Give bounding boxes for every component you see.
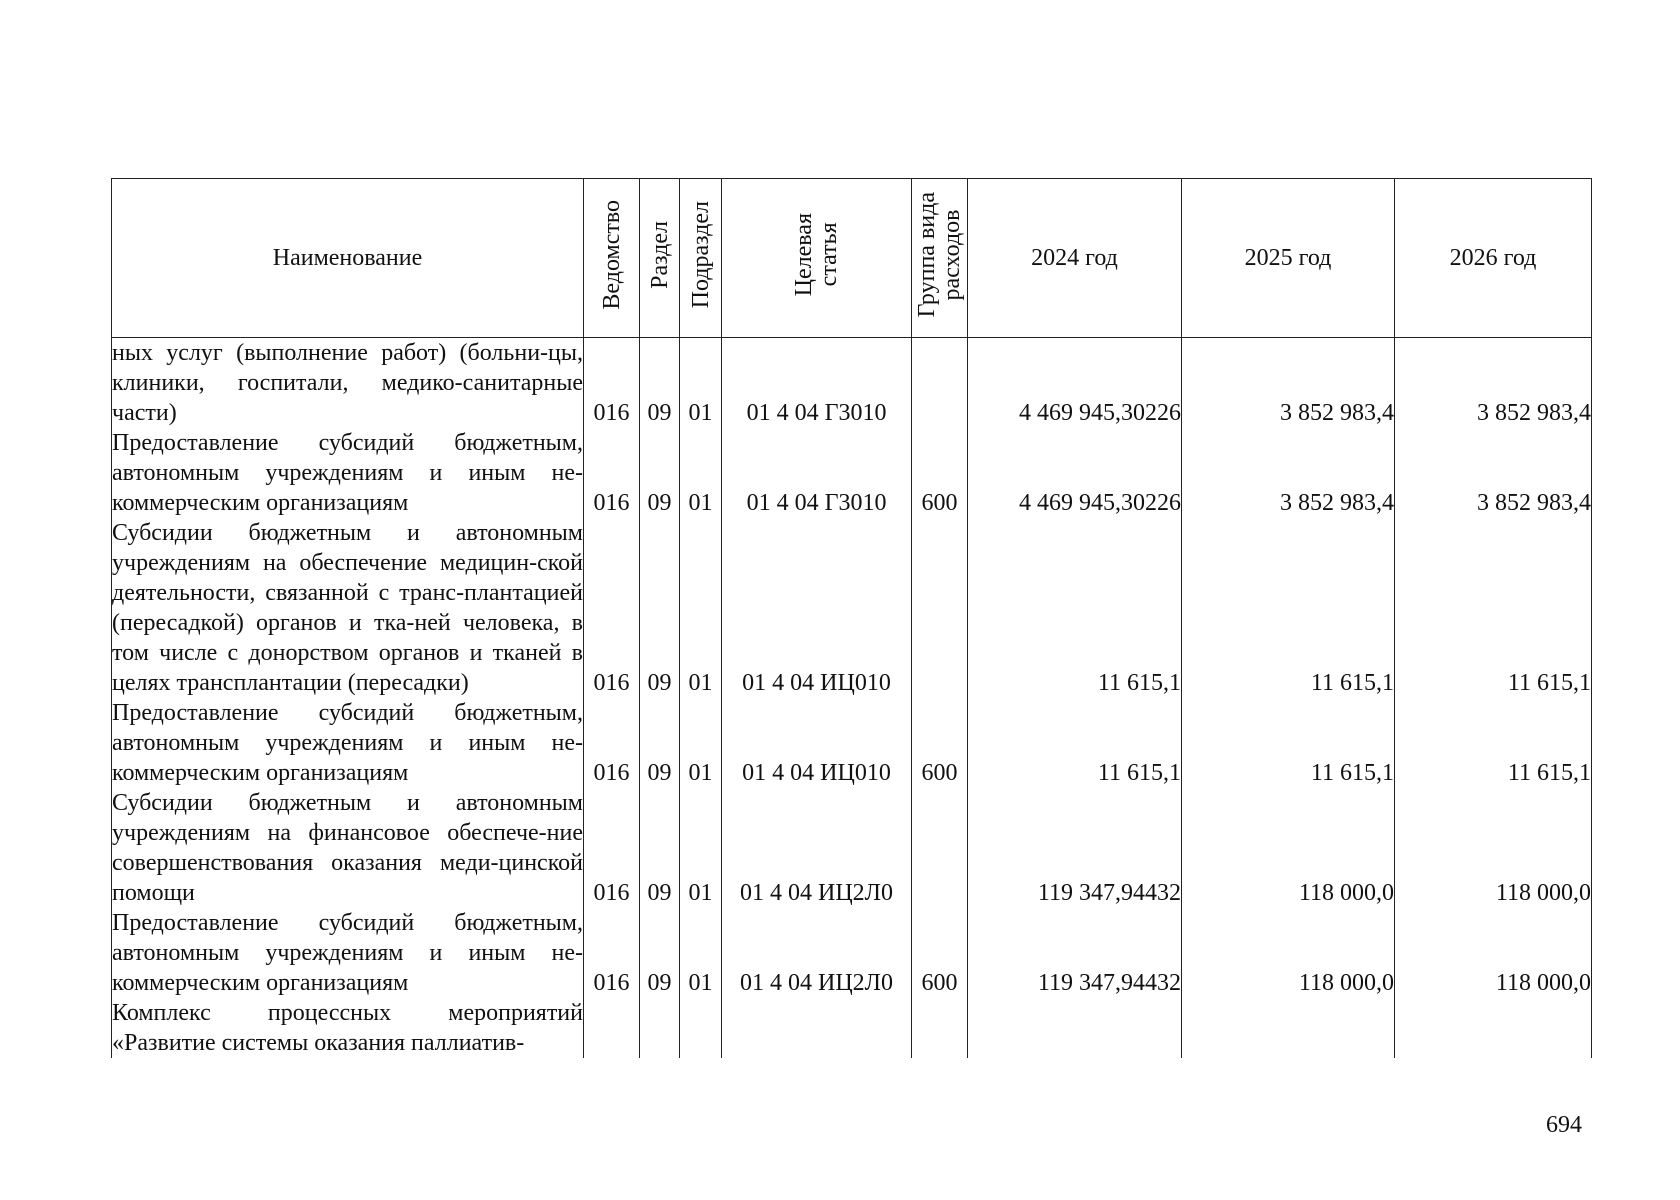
table-row (112, 788, 1592, 908)
row-amount-2026: 118 000,0 (1395, 788, 1592, 908)
row-amount-2026: 118 000,0 (1395, 908, 1592, 998)
row-target-article: 01 4 04 ИЦ2Л0 (722, 908, 912, 998)
table-row (112, 428, 1592, 518)
row-amount-2025: 11 615,1 (1182, 698, 1395, 788)
row-amount-2024: 11 615,1 (968, 698, 1182, 788)
row-amount-2026: 3 852 983,4 (1395, 428, 1592, 518)
row-amount-2025: 3 852 983,4 (1182, 428, 1395, 518)
table-row (112, 518, 1592, 698)
row-subsection: 01 (680, 788, 722, 908)
row-expense-group: 600 (912, 908, 968, 998)
row-department (584, 998, 640, 1058)
row-expense-group: 600 (912, 428, 968, 518)
row-name: ных услуг (выполнение работ) (больни-цы, клиники, госпитали, медико-санитарные части) (112, 338, 584, 429)
header-year-2024: 2024 год (968, 179, 1182, 338)
row-target-article: 01 4 04 ИЦ010 (722, 698, 912, 788)
table-header (112, 179, 1592, 338)
header-name: Наименование (112, 179, 584, 338)
row-amount-2025: 118 000,0 (1182, 788, 1395, 908)
table-row (112, 908, 1592, 998)
row-section: 09 (640, 518, 680, 698)
row-name: Субсидии бюджетным и автономным учреждениям на финансовое обеспече-ние совершенствования оказания меди-цинской помощи (112, 790, 583, 906)
row-amount-2026 (1395, 998, 1592, 1058)
row-subsection: 01 (680, 698, 722, 788)
row-target-article: 01 4 04 Г3010 (722, 338, 912, 429)
table-row (112, 338, 1592, 429)
row-subsection: 01 (680, 908, 722, 998)
header-target-article: Целевая статья (722, 179, 912, 338)
row-amount-2025: 3 852 983,4 (1182, 338, 1395, 429)
header-subsection: Подраздел (680, 179, 722, 338)
row-amount-2025: 11 615,1 (1182, 518, 1395, 698)
row-subsection: 01 (680, 428, 722, 518)
row-amount-2024: 4 469 945,30226 (968, 428, 1182, 518)
row-expense-group: 600 (912, 698, 968, 788)
row-target-article: 01 4 04 Г3010 (722, 428, 912, 518)
row-amount-2024: 119 347,94432 (968, 788, 1182, 908)
row-name: Предоставление субсидий бюджетным, автономным учреждениям и иным не-коммерческим организациям (112, 700, 583, 786)
header-year-2026: 2026 год (1395, 179, 1592, 338)
row-subsection: 01 (680, 518, 722, 698)
row-section: 09 (640, 908, 680, 998)
row-department: 016 (584, 788, 640, 908)
page-number: 694 (1546, 1112, 1582, 1138)
row-section (640, 998, 680, 1058)
table-body (112, 338, 1592, 1059)
row-amount-2025: 118 000,0 (1182, 908, 1395, 998)
row-section: 09 (640, 788, 680, 908)
table-row (112, 998, 1592, 1058)
row-subsection: 01 (680, 338, 722, 429)
row-expense-group (912, 788, 968, 908)
table-row (112, 698, 1592, 788)
row-department: 016 (584, 908, 640, 998)
row-target-article: 01 4 04 ИЦ010 (722, 518, 912, 698)
budget-table (111, 178, 1592, 1058)
row-name: Предоставление субсидий бюджетным, автономным учреждениям и иным не-коммерческим организациям (112, 430, 583, 516)
row-amount-2025 (1182, 998, 1395, 1058)
row-amount-2024: 11 615,1 (968, 518, 1182, 698)
row-target-article: 01 4 04 ИЦ2Л0 (722, 788, 912, 908)
row-amount-2026: 11 615,1 (1395, 518, 1592, 698)
row-name: Субсидии бюджетным и автономным учреждениям на обеспечение медицин-ской деятельности, связанной с транс-плантацией (пересадкой) органов и тка-ней человека, в том числе с донорством органов и тканей в целях трансплантации (пересадки) (112, 520, 583, 696)
row-amount-2026: 11 615,1 (1395, 698, 1592, 788)
row-expense-group (912, 998, 968, 1058)
row-amount-2024: 119 347,94432 (968, 908, 1182, 998)
row-name: Комплекс процессных мероприятий «Развитие системы оказания паллиатив- (112, 1000, 583, 1056)
header-expense-group: Группа вида расходов (912, 179, 968, 338)
row-expense-group (912, 338, 968, 429)
row-target-article (722, 998, 912, 1058)
row-department: 016 (584, 518, 640, 698)
row-amount-2024: 4 469 945,30226 (968, 338, 1182, 429)
row-department: 016 (584, 698, 640, 788)
row-section: 09 (640, 428, 680, 518)
header-department: Ведомство (584, 179, 640, 338)
row-section: 09 (640, 338, 680, 429)
row-department: 016 (584, 338, 640, 429)
row-department: 016 (584, 428, 640, 518)
row-name: Предоставление субсидий бюджетным, автономным учреждениям и иным не-коммерческим организациям (112, 910, 583, 996)
header-year-2025: 2025 год (1182, 179, 1395, 338)
row-subsection (680, 998, 722, 1058)
row-amount-2026: 3 852 983,4 (1395, 338, 1592, 429)
header-section: Раздел (640, 179, 680, 338)
row-section: 09 (640, 698, 680, 788)
row-amount-2024 (968, 998, 1182, 1058)
row-expense-group (912, 518, 968, 698)
